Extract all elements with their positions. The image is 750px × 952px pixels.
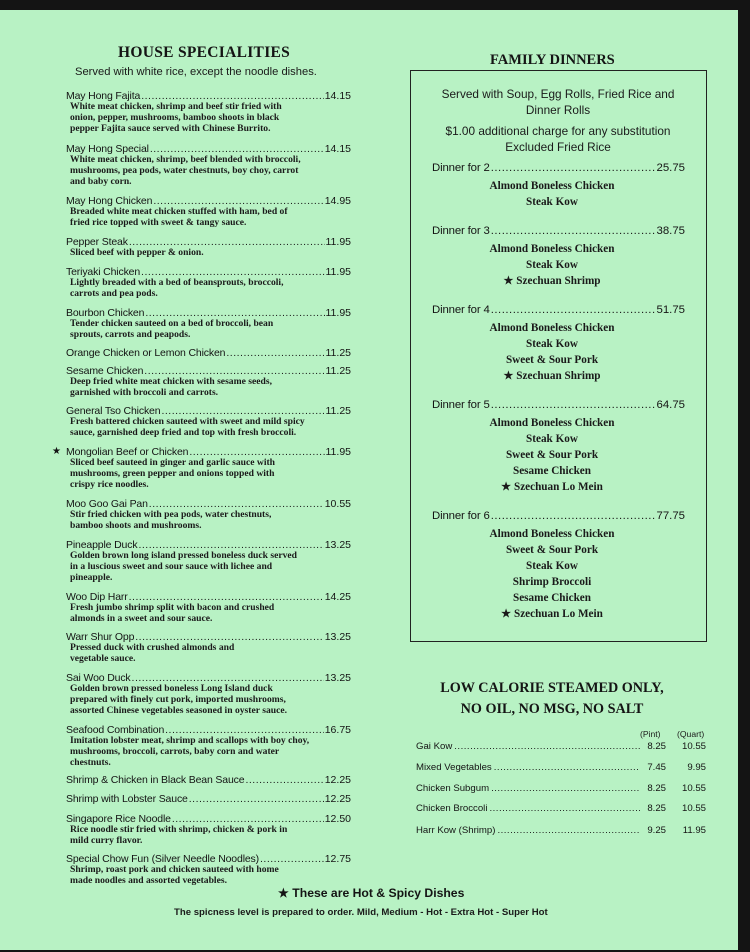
family-dinner-price: 38.75 (656, 225, 685, 237)
menu-item-name: Woo Dip Harr (66, 591, 128, 603)
menu-item-name: May Hong Fajita (66, 90, 141, 102)
menu-item-description: Fresh jumbo shrimp split with bacon and crushed (70, 602, 275, 613)
family-dinner-price: 77.75 (656, 510, 685, 522)
menu-item-price: 11.25 (325, 405, 351, 417)
menu-item-row (66, 774, 351, 786)
menu-item-price: 11.95 (325, 266, 351, 278)
dot-leader (491, 224, 656, 238)
family-dinner-dishes (432, 178, 685, 210)
low-calorie-item (416, 762, 706, 773)
family-dinner-dishes (432, 320, 685, 384)
menu-item-description: Lightly breaded with a bed of beansprouts, broccoli, (70, 277, 284, 288)
family-dinners-title: FAMILY DINNERS (486, 52, 619, 69)
low-calorie-title: LOW CALORIE STEAMED ONLY, NO OIL, NO MSG, NO SALT (440, 680, 664, 717)
menu-item-price: 12.75 (324, 853, 351, 865)
menu-item (66, 793, 351, 805)
menu-item-description: sprouts, carrots and peapods. (70, 328, 191, 340)
dot-leader (494, 762, 640, 773)
family-dinner-dish: ★ Szechuan Lo Mein (501, 608, 603, 620)
menu-item-description: chestnuts. (70, 756, 111, 768)
menu-item-description: bamboo shoots and mushrooms. (70, 519, 202, 531)
menu-item (66, 591, 351, 625)
family-dinner-name: Dinner for 6 (432, 510, 490, 522)
low-calorie-item (416, 783, 706, 794)
dot-leader (497, 825, 640, 836)
family-dinner-name: Dinner for 5 (432, 399, 490, 411)
menu-item-description: pineapple. (70, 571, 113, 583)
menu-item-price: 12.25 (324, 774, 351, 786)
menu-item-name: Seafood Combination (66, 724, 165, 736)
menu-item (66, 143, 351, 187)
family-dinner-dish: Sweet & Sour Pork (505, 449, 599, 461)
family-dinner-row (432, 509, 685, 523)
dot-leader (489, 803, 640, 814)
menu-item-name: Pineapple Duck (66, 539, 138, 551)
menu-item-description: pepper Fajita sauce served with Chinese Burrito. (70, 122, 271, 134)
family-dinner-dish: Almond Boneless Chicken (489, 180, 615, 192)
family-dinner-row (432, 303, 685, 317)
menu-item-row (52, 446, 351, 458)
menu-item (66, 266, 351, 300)
family-dinner-dish: Sesame Chicken (512, 592, 591, 604)
menu-item-name: Moo Goo Gai Pan (66, 498, 148, 510)
family-dinner-row (432, 398, 685, 412)
menu-item-price: 13.25 (324, 631, 351, 643)
low-calorie-item (416, 741, 706, 752)
menu-item-description: garnished with broccoli and carrots. (70, 386, 219, 398)
hot-spicy-star-icon: ★ (52, 446, 61, 457)
menu-item-price: 14.15 (324, 90, 351, 102)
family-dinner-dishes (432, 415, 685, 495)
menu-item-name: Bourbon Chicken (66, 307, 145, 319)
menu-item-price: 12.50 (324, 813, 351, 825)
family-dinner-dish: Sweet & Sour Pork (505, 544, 599, 556)
pint-price: 8.25 (647, 803, 666, 814)
menu-item-name: Shrimp & Chicken in Black Bean Sauce (66, 774, 245, 786)
menu-item (66, 307, 351, 341)
menu-item-price: 14.95 (324, 195, 351, 207)
menu-item-description: mushrooms, green pepper and onions topped with (70, 467, 275, 479)
menu-item-price: 11.95 (325, 446, 351, 458)
menu-item (66, 498, 351, 532)
dot-leader (454, 741, 640, 752)
family-dinner-dishes (432, 526, 685, 622)
family-dinner-name: Dinner for 4 (432, 304, 490, 316)
menu-item-price: 13.25 (324, 672, 351, 684)
menu-item-name: Sai Woo Duck (66, 672, 131, 684)
menu-item-price: 13.25 (324, 539, 351, 551)
family-dinner-price: 64.75 (656, 399, 685, 411)
menu-item-price: 14.15 (324, 143, 351, 155)
menu-item-description: onion, pepper, mushrooms, bamboo shoots in black (70, 111, 280, 123)
quart-price: 11.95 (682, 825, 706, 836)
menu-item-description: fried rice topped with sweet & tangy sauce. (70, 216, 247, 228)
family-dinner-dish: Almond Boneless Chicken (489, 528, 615, 540)
family-dinners-note: $1.00 additional charge for any substitution Excluded Fried Rice (445, 124, 671, 154)
menu-item-name: Warr Shur Opp (66, 631, 135, 643)
menu-item-description: mushrooms, broccoli, carrots, baby corn and water (70, 745, 280, 757)
menu-item-description: Breaded white meat chicken stuffed with ham, bed of (70, 206, 288, 217)
menu-item-description: Golden brown long island pressed boneless duck served (70, 550, 298, 561)
menu-item (66, 405, 351, 439)
family-dinner (432, 509, 685, 622)
menu-item-price: 16.75 (324, 724, 351, 736)
pint-price: 7.45 (647, 762, 666, 773)
house-specialities-subtitle: Served with white rice, except the noodle dishes. (75, 66, 317, 78)
dot-leader (491, 783, 640, 794)
menu-item-name: Sesame Chicken (66, 365, 144, 377)
menu-item-description: in a luscious sweet and sour sauce with lichee and (70, 560, 273, 572)
menu-item (66, 347, 351, 359)
menu-item-price: 11.95 (325, 307, 351, 319)
family-dinner-dish: Almond Boneless Chicken (489, 417, 615, 429)
dot-leader (491, 509, 656, 523)
family-dinner (432, 398, 685, 495)
hot-spicy-legend: ★ These are Hot & Spicy Dishes (278, 886, 465, 900)
family-dinner-dish: Steak Kow (526, 433, 578, 445)
menu-item-description: sauce, garnished deep fried and top with fresh broccoli. (70, 426, 297, 438)
pint-price: 8.25 (647, 741, 666, 752)
family-dinner-dish: Steak Kow (526, 560, 578, 572)
low-calorie-item-name: Chicken Subgum (416, 783, 490, 794)
low-calorie-item (416, 803, 706, 814)
menu-item-name: Teriyaki Chicken (66, 266, 141, 278)
family-dinner-dish: Steak Kow (526, 338, 578, 350)
menu-item-price: 11.25 (325, 365, 351, 377)
menu-item-description: almonds in a sweet and sour sauce. (70, 612, 213, 624)
menu-item (66, 90, 351, 134)
family-dinner-dish: Almond Boneless Chicken (489, 243, 615, 255)
menu-item-name: Orange Chicken or Lemon Chicken (66, 347, 226, 359)
menu-item (66, 813, 351, 847)
family-dinner-dish: Sesame Chicken (512, 465, 591, 477)
family-dinner-row (432, 161, 685, 175)
menu-item-name: Singapore Rice Noodle (66, 813, 171, 825)
family-dinner-dish: Sweet & Sour Pork (505, 354, 599, 366)
menu-item-description: vegetable sauce. (70, 652, 136, 664)
house-specialities-title: HOUSE SPECIALITIES (118, 44, 291, 61)
menu-item (66, 774, 351, 786)
menu-item (66, 539, 351, 583)
menu-item-name: May Hong Special (66, 143, 149, 155)
menu-item-description: Fresh battered chicken sauteed with sweet and mild spicy (70, 416, 305, 427)
menu-item-description: made noodles and assorted vegetables. (70, 874, 227, 886)
low-calorie-item (416, 825, 706, 836)
menu-item-price: 11.25 (325, 347, 351, 359)
family-dinner (432, 303, 685, 384)
quart-price: 10.55 (681, 803, 706, 814)
family-dinner-dish: Almond Boneless Chicken (489, 322, 615, 334)
menu-item-description: Golden brown pressed boneless Long Island duck (70, 683, 273, 694)
spice-level-note: The spicness level is prepared to order. Mild, Medium - Hot - Extra Hot - Super Hot (174, 907, 548, 918)
menu-item (66, 195, 351, 229)
menu-item (66, 236, 351, 259)
pint-price: 9.25 (647, 825, 666, 836)
family-dinners-intro: Served with Soup, Egg Rolls, Fried Rice and Dinner Rolls (441, 87, 675, 117)
menu-item-description: Imitation lobster meat, shrimp and scallops with boy choy, (70, 735, 310, 746)
menu-item-description: Sliced beef sauteed in ginger and garlic sauce with (70, 457, 276, 468)
family-dinner-name: Dinner for 2 (432, 162, 490, 174)
menu-item-price: 11.95 (325, 236, 351, 248)
menu-item-description: Pressed duck with crushed almonds and (70, 642, 235, 653)
menu-item-description: White meat chicken, shrimp and beef stir fried with (70, 101, 282, 112)
quart-price: 10.55 (681, 741, 706, 752)
family-dinner (432, 161, 685, 210)
menu-item-name: Mongolian Beef or Chicken (66, 446, 189, 458)
menu-item-description: Sliced beef with pepper & onion. (70, 247, 204, 258)
menu-item-name: Pepper Steak (66, 236, 128, 248)
menu-item-name: May Hong Chicken (66, 195, 153, 207)
family-dinner-price: 25.75 (656, 162, 685, 174)
menu-item-row (66, 347, 351, 359)
menu-item-description: Tender chicken sauteed on a bed of broccoli, bean (70, 318, 274, 329)
low-calorie-item-name: Chicken Broccoli (416, 803, 488, 814)
quart-column-header: (Quart) (677, 729, 705, 739)
menu-item-name: General Tso Chicken (66, 405, 161, 417)
family-dinner-dish: Steak Kow (526, 196, 578, 208)
dot-leader (245, 774, 323, 786)
dot-leader (189, 446, 324, 458)
menu-item-price: 12.25 (324, 793, 351, 805)
family-dinner-dish: ★ Szechuan Shrimp (503, 370, 601, 382)
menu-item-description: and baby corn. (70, 175, 132, 187)
family-dinner-dish: Steak Kow (526, 259, 578, 271)
dot-leader (189, 793, 324, 805)
menu-item (66, 631, 351, 665)
menu-item-description: assorted Chinese vegetables seasoned in oyster sauce. (70, 704, 288, 716)
family-dinner-dish: ★ Szechuan Lo Mein (501, 481, 603, 493)
menu-item (66, 853, 351, 887)
menu-item (66, 672, 351, 716)
menu-item (66, 365, 351, 399)
low-calorie-item-name: Gai Kow (416, 741, 453, 752)
family-dinner-name: Dinner for 3 (432, 225, 490, 237)
low-calorie-item-name: Mixed Vegetables (416, 762, 492, 773)
menu-item-description: carrots and pea pods. (70, 287, 158, 299)
menu-item-price: 10.55 (324, 498, 351, 510)
menu-item-description: prepared with finely cut pork, imported mushrooms, (70, 693, 286, 705)
menu-item-name: Shrimp with Lobster Sauce (66, 793, 188, 805)
quart-price: 10.55 (681, 783, 706, 794)
family-dinner-dish: Shrimp Broccoli (512, 576, 592, 588)
menu-item-description: crispy rice noodles. (70, 478, 149, 490)
menu-item-row (66, 793, 351, 805)
menu-item (66, 724, 351, 768)
family-dinner (432, 224, 685, 289)
family-dinner-price: 51.75 (656, 304, 685, 316)
dot-leader (491, 398, 656, 412)
menu-item-description: mild curry flavor. (70, 834, 143, 846)
family-dinner-row (432, 224, 685, 238)
menu-item-description: White meat chicken, shrimp, beef blended with broccoli, (70, 154, 301, 165)
dot-leader (226, 347, 324, 359)
family-dinner-dish: ★ Szechuan Shrimp (503, 275, 601, 287)
family-dinner-dishes (432, 241, 685, 289)
menu-item-description: Rice noodle stir fried with shrimp, chicken & pork in (70, 824, 288, 835)
menu-item-description: mushrooms, pea pods, water chestnuts, boy choy, carrot (70, 164, 299, 176)
pint-column-header: (Pint) (640, 729, 661, 739)
quart-price: 9.95 (687, 762, 706, 773)
dot-leader (491, 303, 656, 317)
menu-item-description: Deep fried white meat chicken with sesame seeds, (70, 376, 272, 387)
dot-leader (491, 161, 656, 175)
menu-item-name: Special Chow Fun (Silver Needle Noodles) (66, 853, 260, 865)
menu-item-description: Stir fried chicken with pea pods, water chestnuts, (70, 509, 272, 520)
pint-price: 8.25 (647, 783, 666, 794)
menu-page (0, 10, 738, 950)
low-calorie-item-name: Harr Kow (Shrimp) (416, 825, 496, 836)
menu-item-description: Shrimp, roast pork and chicken sauteed with home (70, 864, 279, 875)
menu-item-price: 14.25 (324, 591, 351, 603)
menu-item (52, 446, 351, 490)
